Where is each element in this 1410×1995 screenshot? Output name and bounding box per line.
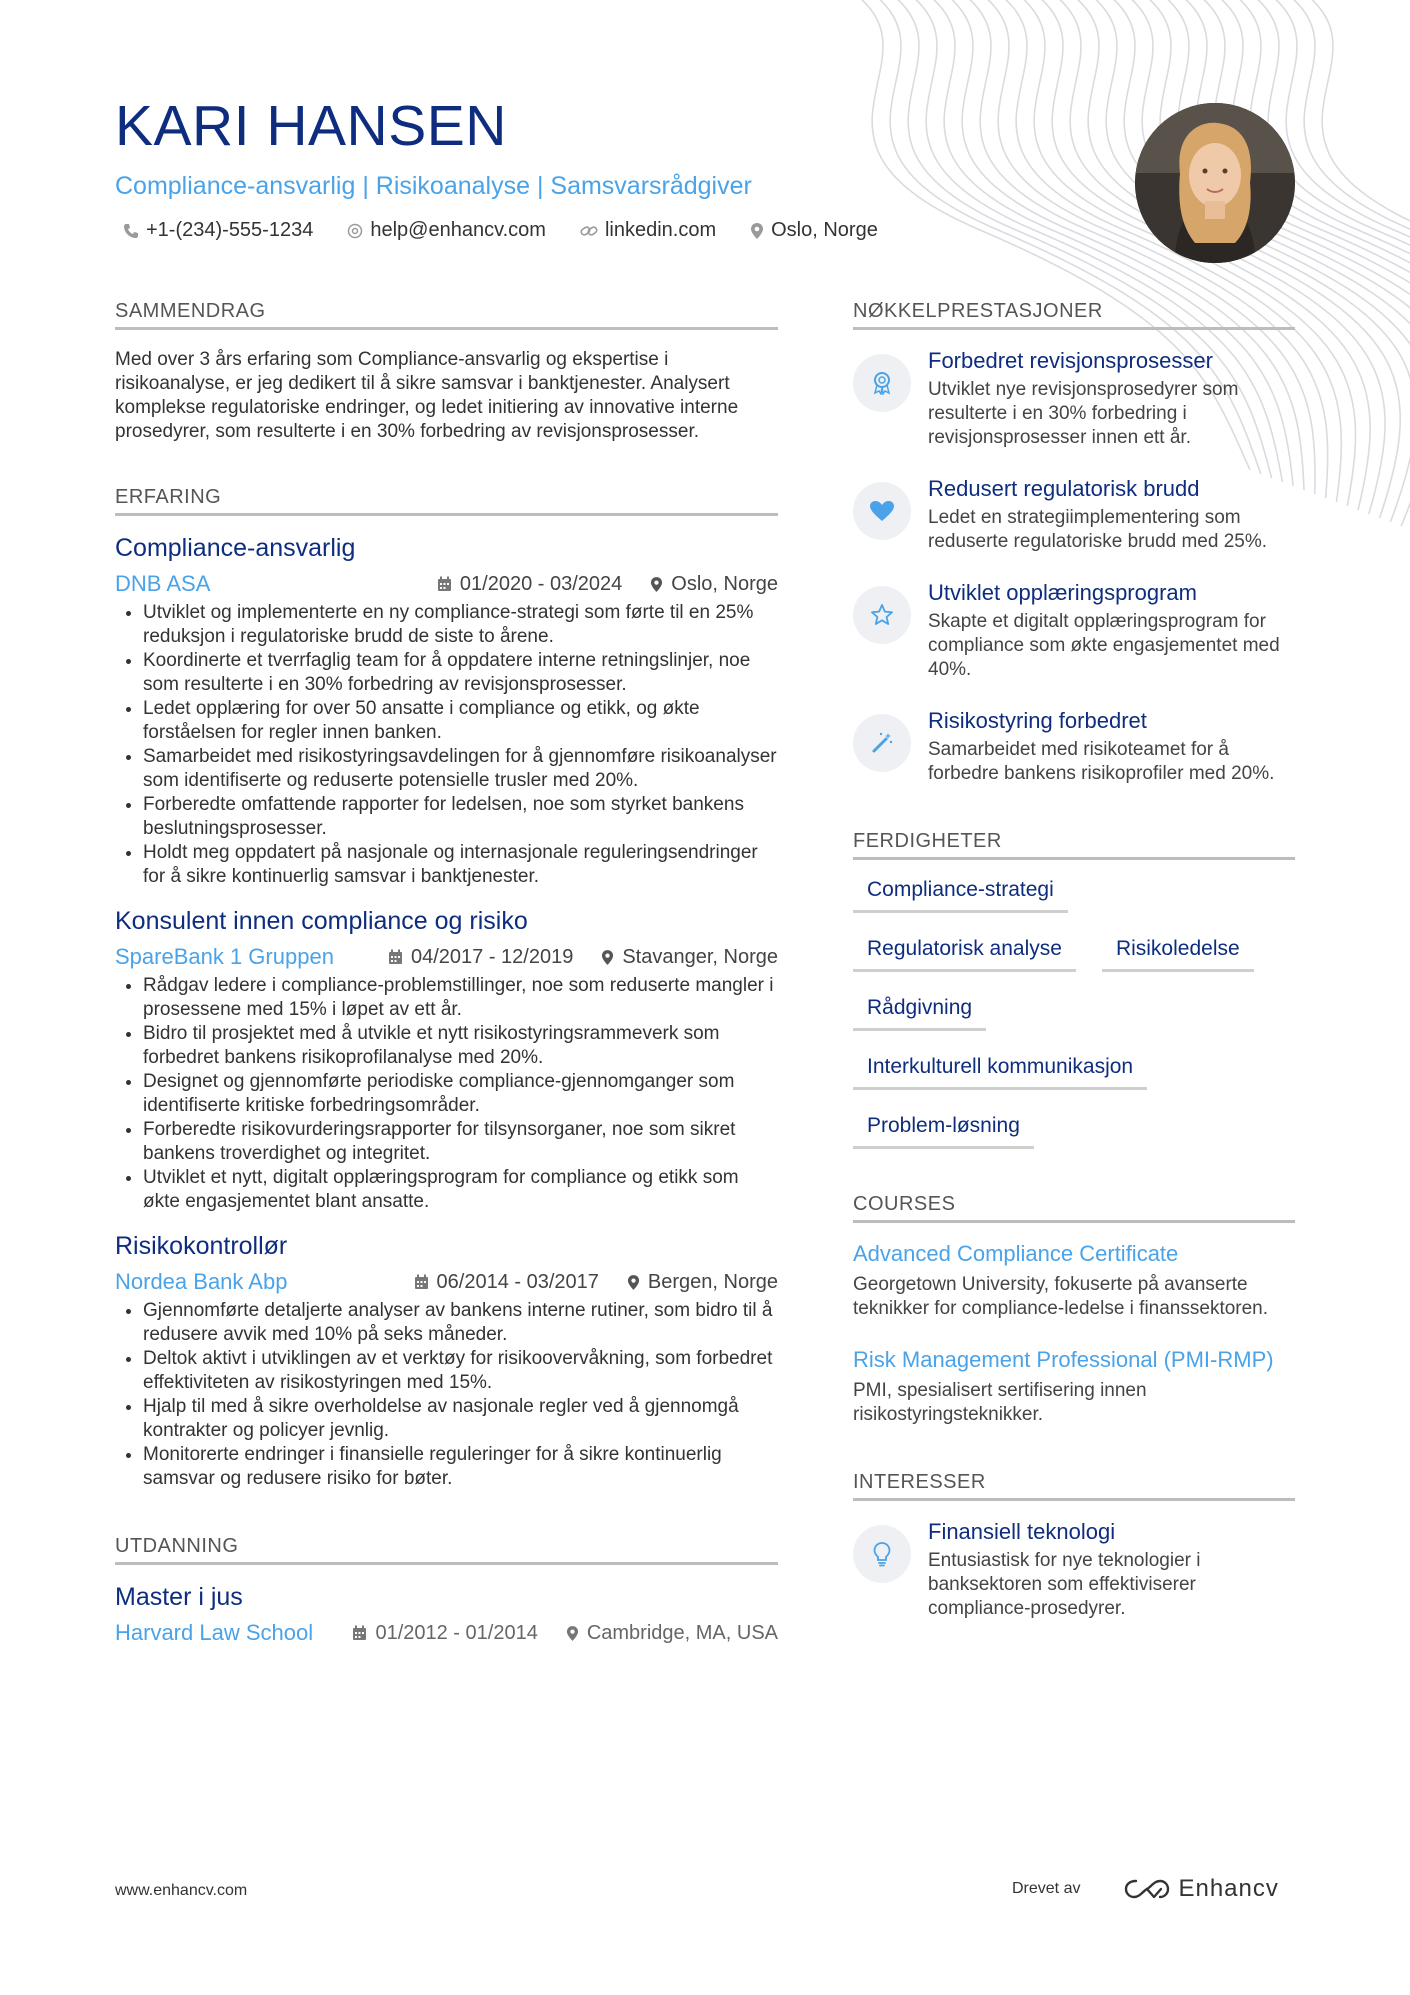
job-bullet: • Utviklet og implementerte en ny compliance-strategi som førte til en 25% reduksjon i regulatoriske brudd de siste to årene.: [143, 601, 778, 649]
achievement-title: Redusert regulatorisk brudd: [928, 476, 1200, 501]
left-column: [115, 300, 778, 1660]
job-bullet: • Deltok aktivt i utviklingen av et verktøy for risikoovervåkning, som forbedret effektiviteten av risikostyringen med 15%.: [143, 1347, 778, 1395]
course-item: [853, 1241, 1295, 1321]
location-pin-icon: [650, 576, 663, 593]
achievement-item: [853, 708, 1295, 786]
job-title: Risikokontrollør: [115, 1232, 288, 1260]
job-location: [627, 1271, 778, 1294]
job-bullet: • Samarbeidet med risikostyringsavdelingen for å gjennomføre risikoanalyser som identifiserte og reduserte potensielle trusler med 20%.: [143, 745, 778, 793]
interest-icon-circle: [853, 1525, 911, 1583]
heart-icon: [869, 500, 895, 522]
skills-heading: FERDIGHETER: [853, 830, 1295, 860]
phone-text: +1-(234)-555-1234: [146, 219, 314, 241]
job-bullets: [115, 974, 778, 1214]
calendar-icon: [352, 1625, 367, 1641]
education-dates-text: 01/2012 - 01/2014: [375, 1621, 538, 1644]
job-title: Compliance-ansvarlig: [115, 534, 356, 562]
profile-photo: [1135, 103, 1295, 263]
job-bullet: • Forberedte omfattende rapporter for ledelsen, noe som styrket bankens beslutningsprosesser.: [143, 793, 778, 841]
job-bullet: • Rådgav ledere i compliance-problemstillinger, noe som reduserte mangler i prosessene med 15% i løpet av ett år.: [143, 974, 778, 1022]
footer-branding: [1012, 1875, 1279, 1903]
email-text: help@enhancv.com: [370, 219, 546, 241]
contact-phone: [123, 219, 313, 242]
experience-list: [115, 534, 778, 1491]
phone-icon: [123, 223, 139, 239]
course-item: [853, 1347, 1295, 1427]
portrait-image: [1135, 103, 1295, 263]
job-bullet: • Bidro til prosjektet med å utvikle et nytt risikostyringsrammeverk som forbedret bankens risikoprofilanalyse med 20%.: [143, 1022, 778, 1070]
powered-by-label: Drevet av: [1012, 1880, 1081, 1897]
job-bullet: • Forberedte risikovurderingsrapporter for tilsynsorganer, noe som sikret bankens troverdighet og integritet.: [143, 1118, 778, 1166]
job-bullet: • Designet og gjennomførte periodiske compliance-gjennomganger som identifiserte kritiske forbedringsområder.: [143, 1070, 778, 1118]
achievement-icon-circle: [853, 586, 911, 644]
skill-tag: Risikoledelse: [1102, 937, 1254, 972]
job-dates: [437, 573, 622, 596]
achievement-text: Utviklet nye revisjonsprosedyrer som resulterte i en 30% forbedring i revisjonsprosesser innen ett år.: [928, 379, 1239, 448]
education-heading: UTDANNING: [115, 1535, 778, 1565]
job-bullets: [115, 601, 778, 889]
interests-heading: INTERESSER: [853, 1471, 1295, 1501]
job-location-text: Stavanger, Norge: [622, 945, 778, 968]
job-bullets: [115, 1299, 778, 1491]
job-bullet: • Hjalp til med å sikre overholdelse av nasjonale regler ved å gjennomgå kontrakter og policyer jevnlig.: [143, 1395, 778, 1443]
achievement-body: [928, 580, 1295, 682]
education-meta: [115, 1620, 778, 1646]
right-column: [853, 300, 1295, 1647]
at-icon: [347, 223, 363, 239]
location-pin-icon: [627, 1274, 640, 1291]
wave-line: [1282, 0, 1410, 560]
achievement-title: Utviklet opplæringsprogram: [928, 580, 1197, 605]
contact-linkedin[interactable]: [580, 219, 716, 242]
candidate-name: KARI HANSEN: [115, 94, 507, 158]
job-dates: [388, 946, 573, 969]
enhancv-logo-icon: [1124, 1877, 1170, 1901]
education-date-location: [324, 1622, 778, 1645]
achievement-text: Samarbeidet med risikoteamet for å forbedre bankens risikoprofiler med 20%.: [928, 739, 1275, 784]
company-name: Nordea Bank Abp: [115, 1269, 288, 1294]
skill-tag: Compliance-strategi: [853, 878, 1068, 913]
job-dates-text: 01/2020 - 03/2024: [459, 572, 623, 595]
resume-header: [115, 94, 1115, 242]
job-date-location: [409, 573, 778, 596]
achievement-body: [928, 708, 1295, 786]
job-title: Konsulent innen compliance og risiko: [115, 907, 528, 935]
job-bullet: • Koordinerte et tverrfaglig team for å oppdatere interne retningslinjer, noe som resulterte i en 30% forbedring av revisjonsprosesser.: [143, 649, 778, 697]
achievement-item: [853, 348, 1295, 450]
location-pin-icon: [750, 222, 764, 240]
contact-email[interactable]: [347, 219, 546, 242]
company-name: DNB ASA: [115, 571, 211, 596]
skill-tag: Problem-løsning: [853, 1114, 1034, 1149]
experience-heading: ERFARING: [115, 486, 778, 516]
lightbulb-icon: [872, 1541, 892, 1567]
job-dates: [414, 1271, 599, 1294]
job-meta: [115, 944, 778, 970]
calendar-icon: [414, 1274, 429, 1290]
candidate-title: Compliance-ansvarlig | Risikoanalyse | Samsvarsrådgiver: [115, 172, 752, 200]
achievement-body: [928, 348, 1295, 450]
course-title: Risk Management Professional (PMI-RMP): [853, 1347, 1274, 1372]
achievement-icon-circle: [853, 714, 911, 772]
linkedin-text: linkedin.com: [604, 219, 717, 241]
calendar-icon: [388, 949, 403, 965]
magic-wand-icon: [870, 731, 894, 755]
company-name: SpareBank 1 Gruppen: [115, 944, 334, 969]
skills-list: [853, 878, 1295, 1173]
interest-body: [928, 1519, 1295, 1621]
contact-bar: [115, 219, 1115, 242]
contact-location: [750, 219, 878, 242]
skill-tag: Interkulturell kommunikasjon: [853, 1055, 1147, 1090]
link-icon: [580, 223, 598, 239]
summary-heading: SAMMENDRAG: [115, 300, 778, 330]
star-icon: [870, 603, 894, 627]
course-text: Georgetown University, fokuserte på avanserte teknikker for compliance-ledelse i finanssektoren.: [853, 1274, 1269, 1319]
job-dates-text: 06/2014 - 03/2017: [436, 1270, 599, 1293]
job-date-location: [360, 946, 778, 969]
ribbon-icon: [871, 371, 893, 395]
education-location: [566, 1622, 778, 1645]
enhancv-logo-text: Enhancv: [1178, 1875, 1279, 1902]
job-date-location: [386, 1271, 778, 1294]
job-bullet: • Holdt meg oppdatert på nasjonale og internasjonale reguleringsendringer for å sikre kontinuerlig samsvar i banktjenester.: [143, 841, 778, 889]
achievement-body: [928, 476, 1295, 554]
skill-tag: Regulatorisk analyse: [853, 937, 1076, 972]
degree-title: Master i jus: [115, 1583, 243, 1611]
education-location-text: Cambridge, MA, USA: [586, 1621, 778, 1644]
job-entry: [115, 907, 778, 1214]
job-bullet: • Gjennomførte detaljerte analyser av bankens interne rutiner, som bidro til å redusere avvik med 10% på seks måneder.: [143, 1299, 778, 1347]
achievement-icon-circle: [853, 482, 911, 540]
location-pin-icon: [566, 1625, 579, 1642]
location-text: Oslo, Norge: [771, 219, 878, 241]
interest-text: Entusiastisk for nye teknologier i banksektoren som effektiviserer compliance-prosedyrer.: [928, 1550, 1201, 1619]
achievement-title: Forbedret revisjonsprosesser: [928, 348, 1213, 373]
course-title: Advanced Compliance Certificate: [853, 1241, 1179, 1266]
job-bullet: • Monitorerte endringer i finansielle reguleringer for å sikre kontinuerlig samsvar og redusere risiko for bøter.: [143, 1443, 778, 1491]
achievements-heading: NØKKELPRESTASJONER: [853, 300, 1295, 330]
course-text: PMI, spesialisert sertifisering innen risikostyringsteknikker.: [853, 1380, 1147, 1425]
education-entry: [115, 1583, 778, 1646]
job-location: [650, 573, 778, 596]
footer-website[interactable]: www.enhancv.com: [115, 1882, 248, 1899]
job-dates-text: 04/2017 - 12/2019: [410, 945, 574, 968]
job-meta: [115, 1269, 778, 1295]
location-pin-icon: [601, 949, 614, 966]
education-dates: [352, 1622, 537, 1645]
job-meta: [115, 571, 778, 597]
school-name: Harvard Law School: [115, 1620, 314, 1645]
job-entry: [115, 534, 778, 889]
job-bullet: • Utviklet et nytt, digitalt opplæringsprogram for compliance og etikk som økte engasjementet blant ansatte.: [143, 1166, 778, 1214]
job-location-text: Oslo, Norge: [671, 572, 778, 595]
courses-heading: COURSES: [853, 1193, 1295, 1223]
job-location-text: Bergen, Norge: [647, 1270, 778, 1293]
interest-item: [853, 1519, 1295, 1621]
achievement-text: Skapte et digitalt opplæringsprogram for compliance som økte engasjementet med 40%.: [928, 611, 1280, 680]
summary-text: Med over 3 års erfaring som Compliance-ansvarlig og ekspertise i risikoanalyse, er jeg dedikert til å sikre samsvar i banktjenester. Analysert komplekse regulatoriske endringer, og ledet initiering av innovative interne prosedyrer, som resulterte i en 30% forbedring av revisjonsprosesser.: [115, 349, 739, 442]
skill-tag: Rådgivning: [853, 996, 986, 1031]
job-entry: [115, 1232, 778, 1491]
calendar-icon: [437, 576, 452, 592]
job-location: [601, 946, 778, 969]
achievement-item: [853, 580, 1295, 682]
achievement-text: Ledet en strategiimplementering som reduserte regulatoriske brudd med 25%.: [928, 507, 1268, 552]
achievement-title: Risikostyring forbedret: [928, 708, 1147, 733]
interest-title: Finansiell teknologi: [928, 1519, 1116, 1544]
achievement-icon-circle: [853, 354, 911, 412]
achievement-item: [853, 476, 1295, 554]
job-bullet: • Ledet opplæring for over 50 ansatte i compliance og etikk, og økte forståelsen for regler innen banken.: [143, 697, 778, 745]
enhancv-logo[interactable]: [1124, 1875, 1278, 1903]
